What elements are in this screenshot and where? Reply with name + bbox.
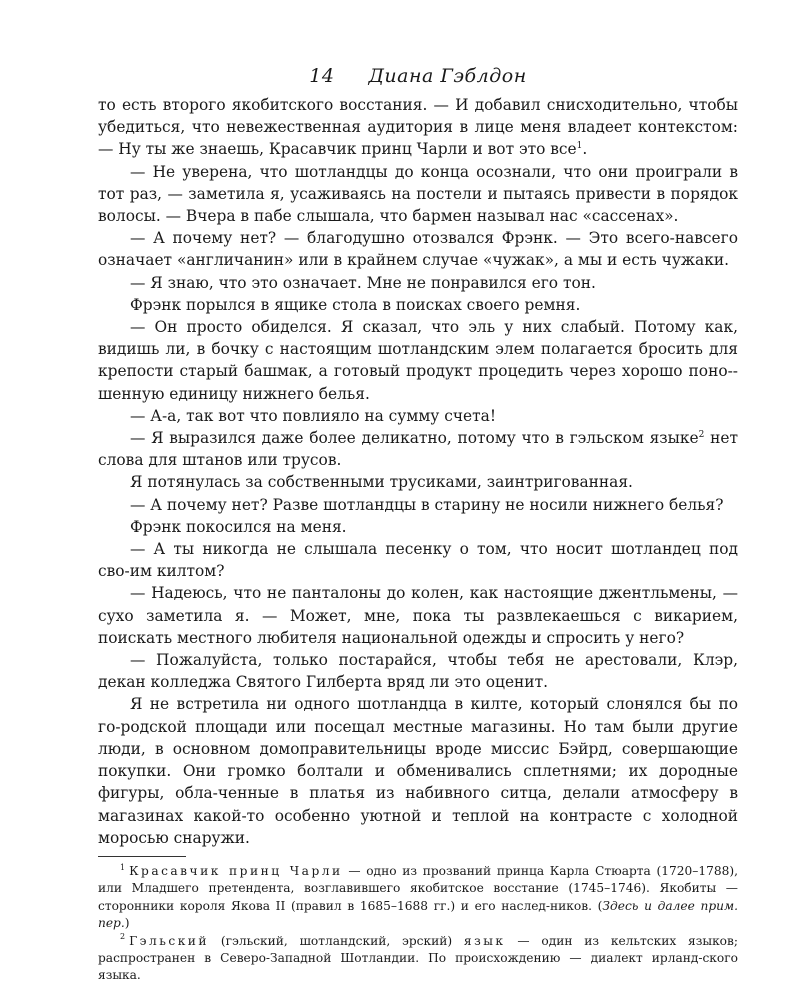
paragraph: Фрэнк порылся в ящике стола в поисках своего ремня. — [130, 295, 581, 314]
main-text — [98, 94, 738, 849]
paragraph-text: — Я выразился даже более деликатно, потому что в гэльском языке — [130, 429, 699, 448]
footnote-text: (гэльский, шотландский, эрский) — [209, 933, 464, 948]
footnote-term: язык — [463, 933, 506, 948]
footnote-number: 1 — [120, 862, 126, 872]
paragraph-text: . — [582, 140, 588, 159]
footnote-marker[interactable]: 2 — [698, 429, 705, 440]
paragraph: Я не встретила ни одного шотландца в килте, который слонялся бы по го-родской площади или посещал местные магазины. Но там были другие люди, в основном домоправительницы вроде миссис Бэйрд, совершающие покупки. Они громко болтали и обменивались сплетнями; их дородные фигуры, обла-ченные в платья из набивного ситца, делали атмосферу в магазинах какой-то особенно уютной и теплой на контрасте с холодной моросью снаружи. — [98, 695, 738, 847]
paragraph: — А почему нет? — благодушно отозвался Фрэнк. — Это всего-навсего означает «англичанин» или в крайнем случае «чужак», а мы и есть чужаки. — [98, 229, 738, 270]
paragraph: — А-а, так вот что повлияло на сумму счета! — [130, 406, 497, 425]
footnote-1 — [98, 863, 738, 933]
paragraph — [98, 427, 738, 471]
book-page — [98, 62, 738, 985]
paragraph: Я потянулась за собственными трусиками, заинтригованная. — [130, 473, 633, 492]
author-name: Диана Гэблдон — [368, 65, 527, 87]
paragraph: Фрэнк покосился на меня. — [130, 517, 347, 536]
paragraph: — Он просто обиделся. Я сказал, что эль у них слабый. Потому как, видишь ли, в бочку с настоящим шотландским элем полагается бросить для крепости старый башмак, а готовый продукт процедить через хорошо поно-шенную единицу нижнего белья. — [98, 318, 738, 403]
footnote-term: Красавчик принц Чарли — [129, 863, 343, 878]
footnote-term: Гэльский — [129, 933, 210, 948]
paragraph: — Пожалуйста, только постарайся, чтобы тебя не арестовали, Клэр, декан колледжа Святого Гилберта вряд ли это оценит. — [98, 651, 738, 692]
footnote-text: — одно из прозваний принца Карла Стюарта (1720–1788), или Младшего претендента, возглавившего якобитское восстание (1745–1746). Якобиты — сторонники короля Якова II (правил в 1685–1688 гг.) и его наслед-ников. ( — [98, 863, 738, 913]
paragraph — [98, 94, 738, 161]
footnote-number: 2 — [120, 932, 126, 942]
footnote-divider — [98, 856, 186, 857]
footnote-text: — один из кельтских языков; распространен в Северо-Западной Шотландии. По происхождению — диалект ирланд-ского языка. — [98, 933, 738, 983]
paragraph: — Я знаю, что это означает. Мне не понравился его тон. — [130, 273, 596, 292]
running-header — [98, 62, 738, 94]
paragraph: — А ты никогда не слышала песенку о том, что носит шотландец под сво-им килтом? — [98, 540, 738, 581]
paragraph: — Надеюсь, что не панталоны до колен, как настоящие джентльмены, — сухо заметила я. — Может, мне, пока ты развлекаешься с викарием, поискать местного любителя национальной одежды и спросить у него? — [98, 584, 738, 647]
paragraph: — Не уверена, что шотландцы до конца осознали, что они проиграли в тот раз, — заметила я, усаживаясь на постели и пытаясь привести в порядок волосы. — Вчера в пабе слышала, что бармен называл нас «сассенах». — [98, 162, 738, 226]
footnote-marker[interactable]: 1 — [576, 141, 583, 152]
footnote-italic: Здесь и далее прим. пер. — [98, 898, 738, 931]
footnotes — [98, 863, 738, 985]
footnote-text: ) — [124, 916, 130, 931]
footnote-2 — [98, 933, 738, 985]
page-number: 14 — [309, 65, 335, 87]
paragraph: — А почему нет? Разве шотландцы в старину не носили нижнего белья? — [130, 495, 724, 514]
paragraph-text: то есть второго якобитского восстания. — И добавил снисходительно, чтобы убедиться, что невежественная аудитория в лице меня владеет контекстом: — Ну ты же знаешь, Красавчик принц Чарли и вот это все — [98, 96, 738, 159]
paragraph-text: нет слова для штанов или трусов. — [98, 429, 738, 470]
